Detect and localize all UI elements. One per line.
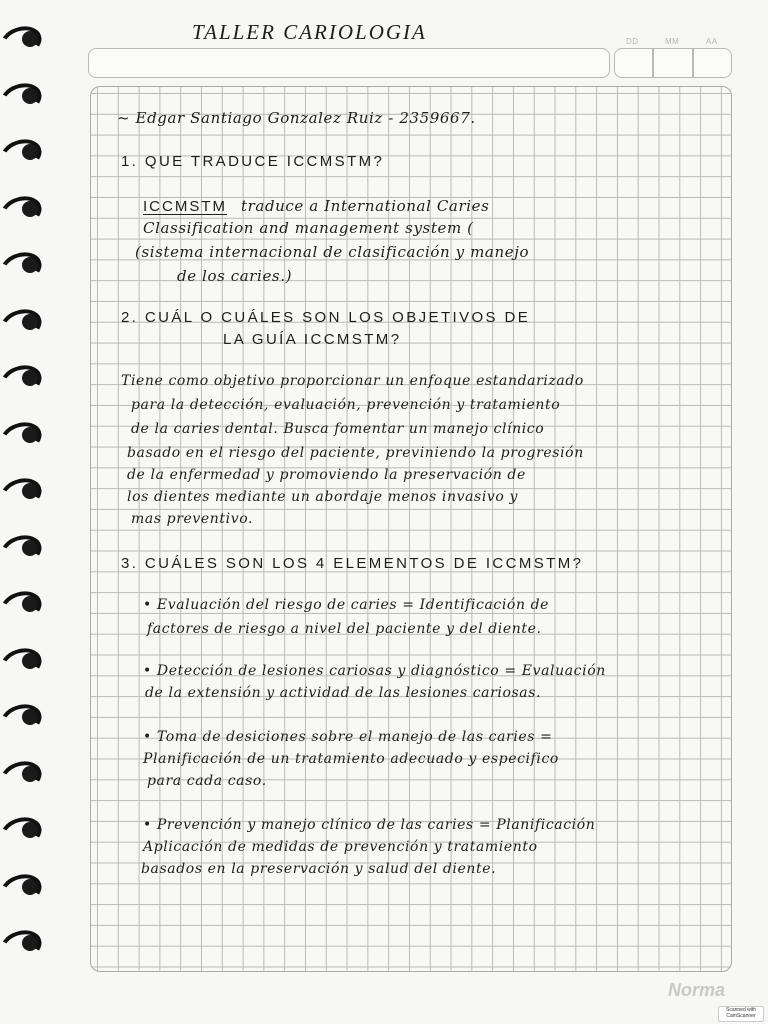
element-2-line-1: • Detección de lesiones cariosas y diagnóstico = Evaluación (143, 663, 606, 679)
page-title: TALLER CARIOLOGIA (192, 20, 427, 44)
grid-paper (90, 86, 732, 972)
binding-wire (0, 869, 46, 911)
answer-2-line-5: de la enfermedad y promoviendo la preservación de (127, 467, 526, 483)
binding-wire (0, 304, 46, 346)
date-label-day: DD (626, 37, 639, 46)
spiral-ring (2, 364, 40, 394)
binding-wire (0, 473, 46, 515)
spiral-ring (2, 703, 40, 733)
answer-2-line-7: mas preventivo. (131, 511, 254, 527)
date-field (614, 48, 732, 78)
element-4-line-2: Aplicación de medidas de prevención y tratamiento (143, 839, 538, 855)
binding-wire (0, 699, 46, 741)
spiral-ring (2, 195, 40, 225)
spiral-ring (2, 873, 40, 903)
answer-1-line-4: de los caries.) (177, 267, 293, 285)
date-separator (692, 49, 694, 77)
question-1-heading: 1. QUE TRADUCE ICCMSTM? (121, 153, 385, 170)
answer-1-line-1-rest: traduce a International Caries (241, 197, 490, 215)
binding-wire (0, 191, 46, 233)
binding-wire (0, 756, 46, 798)
date-label-month: MM (665, 37, 680, 46)
date-label-year: AA (706, 37, 718, 46)
spiral-ring (2, 477, 40, 507)
spiral-ring (2, 816, 40, 846)
answer-2-line-1: Tiene como objetivo proporcionar un enfoque estandarizado (121, 373, 584, 389)
answer-2-line-4: basado en el riesgo del paciente, previniendo la progresión (127, 445, 584, 461)
spiral-ring (2, 929, 40, 959)
spiral-ring (2, 647, 40, 677)
camscanner-watermark: Scanned with CamScanner (718, 1006, 764, 1022)
spiral-ring (2, 25, 40, 55)
binding-wire (0, 21, 46, 63)
binding-wire (0, 360, 46, 402)
binding-wire (0, 78, 46, 120)
binding-wire (0, 134, 46, 176)
element-1-line-2: factores de riesgo a nivel del paciente y del diente. (147, 621, 542, 637)
element-3-line-1: • Toma de desiciones sobre el manejo de las caries = (143, 729, 553, 745)
answer-1-line-1 (143, 197, 227, 215)
student-name-line: ~ Edgar Santiago Gonzalez Ruiz - 2359667. (117, 109, 476, 127)
answer-2-line-2: para la detección, evaluación, prevención y tratamiento (131, 397, 561, 413)
element-4-line-1: • Prevención y manejo clínico de las caries = Planificación (143, 817, 596, 833)
question-3-heading: 3. CUÁLES SON LOS 4 ELEMENTOS DE ICCMSTM? (121, 555, 584, 572)
spiral-ring (2, 308, 40, 338)
spiral-ring (2, 82, 40, 112)
binding-wire (0, 586, 46, 628)
spiral-ring (2, 760, 40, 790)
element-3-line-2: Planificación de un tratamiento adecuado y especifico (143, 751, 559, 767)
answer-2-line-3: de la caries dental. Busca fomentar un manejo clínico (131, 421, 545, 437)
binding-wire (0, 417, 46, 459)
question-2-heading-line-1: 2. CUÁL O CUÁLES SON LOS OBJETIVOS DE (121, 309, 531, 326)
spiral-ring (2, 534, 40, 564)
date-separator (652, 49, 654, 77)
spiral-ring (2, 421, 40, 451)
notebook-brand-logo: Norma (668, 980, 726, 1000)
answer-1-line-3: (sistema internacional de clasificación y manejo (135, 243, 530, 261)
answer-1-line-2: Classification and management system ( (143, 219, 474, 237)
spiral-ring (2, 251, 40, 281)
answer-2-line-6: los dientes mediante un abordaje menos invasivo y (127, 489, 519, 505)
spiral-ring (2, 590, 40, 620)
element-3-line-3: para cada caso. (147, 773, 267, 789)
element-1-line-1: • Evaluación del riesgo de caries = Identificación de (143, 597, 550, 613)
binding-wire (0, 925, 46, 967)
binding-wire (0, 530, 46, 572)
question-2-heading-line-2: LA GUÍA ICCMSTM? (223, 331, 402, 348)
binding-wire (0, 643, 46, 685)
element-2-line-2: de la extensión y actividad de las lesiones cariosas. (145, 685, 542, 701)
answer-1-acronym: ICCMSTM (143, 198, 227, 215)
binding-wire (0, 247, 46, 289)
element-4-line-3: basados en la preservación y salud del diente. (141, 861, 497, 877)
title-field (88, 48, 610, 78)
spiral-ring (2, 138, 40, 168)
spiral-binding (0, 25, 46, 985)
binding-wire (0, 812, 46, 854)
